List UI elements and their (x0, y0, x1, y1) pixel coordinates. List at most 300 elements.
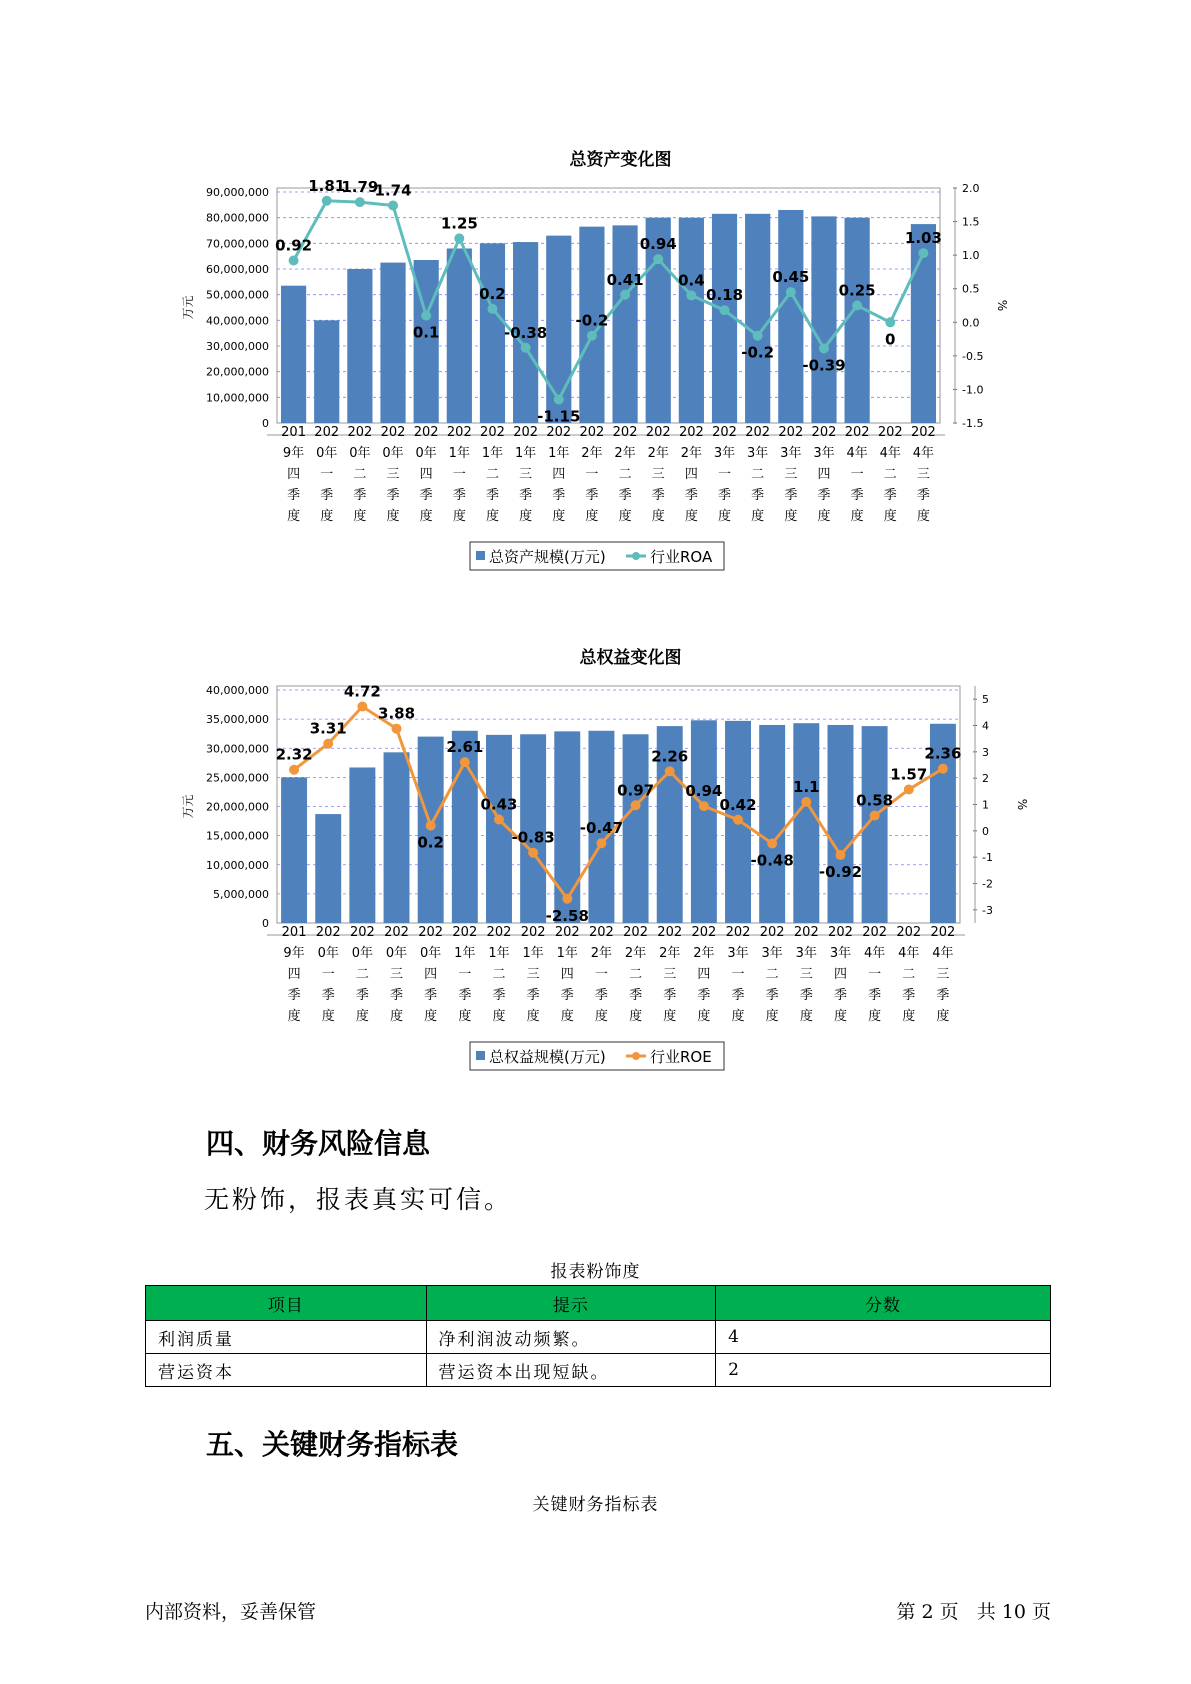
x-tick-label: 202 (911, 425, 936, 440)
x-tick-label: 202 (657, 925, 683, 940)
y-tick-label: 70,000,000 (206, 237, 269, 251)
data-label: 1.03 (904, 229, 942, 248)
x-tick-label: 度 (868, 1009, 882, 1024)
x-tick-label: 四 (697, 967, 711, 982)
x-tick-label: 0年 (349, 446, 371, 461)
y-tick-label: 90,000,000 (206, 186, 269, 199)
section4-heading: 四、财务风险信息 (206, 1127, 431, 1160)
x-tick-label: 二 (751, 467, 765, 482)
x-tick-label: 202 (930, 925, 956, 940)
total-equity-chart-svg (0, 638, 1191, 1088)
x-tick-label: 度 (560, 1009, 574, 1024)
x-tick-label: 202 (480, 425, 505, 440)
x-tick-label: 3年 (761, 946, 783, 961)
data-label: 2.32 (275, 745, 313, 764)
x-tick-label: 季 (618, 488, 632, 503)
data-label: -0.48 (750, 851, 794, 870)
x-tick-label: 0年 (420, 946, 442, 961)
y-axis-label: 万元 (181, 295, 195, 320)
y2-tick-label: -2 (982, 877, 993, 891)
x-tick-label: 季 (560, 988, 574, 1003)
total-equity-chart (0, 638, 1191, 1088)
x-tick-label: 2年 (659, 946, 681, 961)
x-tick-label: 度 (618, 509, 632, 524)
x-tick-label: 202 (745, 425, 771, 440)
y-tick-label: 0 (262, 417, 269, 430)
table-header-row (146, 1286, 1051, 1321)
x-tick-label: 202 (691, 925, 717, 940)
x-tick-label: 202 (896, 925, 922, 940)
plot-frame (277, 188, 940, 423)
x-tick-label: 度 (684, 509, 698, 524)
x-tick-label: 202 (645, 425, 671, 440)
chart-title: 总资产变化图 (569, 150, 672, 170)
data-point (918, 248, 928, 258)
x-tick-label: 3年 (795, 946, 817, 961)
x-tick-label: 度 (390, 1009, 404, 1024)
y2-tick-label: -1.0 (962, 383, 984, 397)
data-label: 0.94 (639, 235, 677, 254)
x-tick-label: 202 (513, 425, 539, 440)
x-tick-label: 1年 (448, 446, 470, 461)
x-tick-label: 季 (936, 988, 950, 1003)
x-tick-label: 四 (817, 467, 831, 482)
y2-tick-label: -1.5 (962, 417, 984, 430)
table-header-cell: 提示 (426, 1286, 716, 1321)
x-tick-label: 1年 (488, 946, 510, 961)
x-tick-label: 一 (458, 967, 472, 982)
x-tick-label: 度 (519, 509, 533, 524)
data-point (653, 254, 663, 264)
data-point (426, 821, 436, 831)
x-tick-label: 202 (314, 425, 340, 440)
data-point (620, 290, 630, 300)
data-label: 0 (885, 330, 896, 349)
y2-tick-label: 2.0 (962, 182, 980, 195)
x-tick-label: 季 (386, 488, 400, 503)
x-tick-label: 季 (594, 988, 608, 1003)
y-tick-label: 10,000,000 (206, 858, 269, 872)
x-tick-label: 一 (594, 967, 608, 982)
x-tick-label: 202 (446, 425, 472, 440)
x-tick-label: 4年 (863, 946, 886, 961)
total-assets-chart (0, 140, 1191, 590)
data-point (699, 801, 709, 811)
x-tick-label: 3年 (747, 446, 769, 461)
x-tick-label: 202 (811, 425, 837, 440)
x-tick-label: 4年 (912, 446, 935, 461)
x-tick-label: 四 (560, 967, 574, 982)
x-tick-label: 季 (684, 488, 698, 503)
x-tick-label: 202 (793, 925, 819, 940)
y2-tick-label: 4 (982, 719, 989, 733)
x-tick-label: 季 (850, 488, 864, 503)
bar (793, 723, 819, 923)
x-tick-label: 202 (778, 425, 804, 440)
x-tick-label: 二 (355, 967, 369, 982)
x-tick-label: 季 (651, 488, 665, 503)
x-tick-label: 四 (287, 967, 301, 982)
x-tick-label: 202 (452, 925, 478, 940)
y2-tick-label: 1 (982, 798, 989, 812)
x-tick-label: 202 (520, 925, 546, 940)
bar (349, 767, 375, 923)
bar (281, 286, 306, 423)
bar (281, 777, 307, 923)
x-tick-label: 0年 (316, 446, 338, 461)
x-tick-label: 度 (651, 509, 665, 524)
x-tick-label: 三 (519, 467, 533, 482)
data-point (322, 196, 332, 206)
data-label: 0.94 (685, 782, 723, 801)
data-point (554, 395, 564, 405)
x-tick-label: 2年 (590, 946, 613, 961)
data-label: 0.2 (479, 284, 506, 303)
x-tick-label: 度 (485, 509, 499, 524)
data-point (786, 287, 796, 297)
y-tick-label: 10,000,000 (206, 391, 269, 405)
data-label: 0.92 (275, 236, 313, 255)
x-tick-label: 度 (817, 509, 831, 524)
x-tick-label: 四 (684, 467, 698, 482)
x-tick-label: 二 (765, 967, 779, 982)
x-tick-label: 季 (663, 988, 677, 1003)
x-tick-label: 四 (419, 467, 433, 482)
x-tick-label: 4年 (932, 946, 954, 961)
x-tick-label: 4年 (898, 946, 920, 961)
x-tick-label: 202 (347, 425, 373, 440)
x-tick-label: 度 (287, 1009, 301, 1024)
x-tick-label: 度 (850, 509, 864, 524)
x-tick-label: 度 (833, 1009, 847, 1024)
data-point (904, 784, 914, 794)
x-tick-label: 季 (320, 488, 334, 503)
legend-bar-label: 总资产规模(万元) (489, 548, 606, 566)
y2-tick-label: 1.0 (962, 249, 980, 263)
x-tick-label: 2年 (624, 946, 647, 961)
bar (612, 225, 637, 423)
data-label: 3.88 (378, 704, 416, 723)
y2-tick-label: 5 (982, 693, 989, 707)
data-label: 2.36 (924, 744, 962, 763)
x-tick-label: 度 (458, 1009, 472, 1024)
total-assets-chart-svg (0, 140, 1191, 590)
data-label: -1.15 (537, 407, 581, 426)
x-tick-label: 四 (287, 467, 301, 482)
x-tick-label: 202 (678, 425, 704, 440)
risk-table-caption: 报表粉饰度 (550, 1262, 641, 1282)
y-tick-label: 20,000,000 (206, 800, 269, 814)
data-label: -0.83 (511, 828, 555, 847)
y-tick-label: 35,000,000 (206, 713, 269, 727)
x-tick-label: 三 (799, 967, 813, 982)
x-tick-label: 202 (418, 925, 444, 940)
x-tick-label: 202 (877, 425, 903, 440)
x-tick-label: 度 (452, 509, 466, 524)
bar (691, 720, 717, 923)
footer-confidential: 内部资料，妥善保管 (145, 1601, 317, 1623)
data-label: -0.2 (575, 311, 609, 330)
x-tick-label: 0年 (382, 446, 404, 461)
x-tick-label: 3年 (829, 946, 852, 961)
x-tick-label: 度 (751, 509, 765, 524)
bar (745, 214, 770, 423)
data-point (665, 766, 675, 776)
y2-tick-label: -3 (982, 903, 993, 917)
footer-page-number: 第 2 页 共 10 页 (896, 1601, 1051, 1623)
x-tick-label: 0年 (385, 946, 408, 961)
x-tick-label: 度 (594, 1009, 608, 1024)
data-point (323, 739, 333, 749)
x-tick-label: 季 (833, 988, 847, 1003)
data-label: 0.18 (706, 286, 744, 305)
bar (314, 320, 339, 423)
data-label: 0.45 (772, 268, 810, 287)
x-tick-label: 度 (663, 1009, 677, 1024)
data-label: 1.74 (374, 181, 412, 200)
x-tick-label: 度 (355, 1009, 369, 1024)
x-tick-label: 0年 (317, 946, 339, 961)
data-label: 4.72 (343, 682, 381, 701)
x-tick-label: 季 (552, 488, 566, 503)
x-tick-label: 度 (784, 509, 798, 524)
x-tick-label: 2年 (614, 446, 636, 461)
y2-tick-label: 3 (982, 745, 989, 759)
legend-line-marker (632, 552, 640, 560)
bar (623, 734, 649, 923)
x-tick-label: 201 (281, 425, 306, 440)
data-label: 1.1 (793, 777, 820, 796)
data-point (562, 894, 572, 904)
x-tick-label: 度 (718, 509, 732, 524)
y-tick-label: 60,000,000 (206, 263, 269, 276)
data-label: 3.31 (309, 719, 347, 738)
y-tick-label: 50,000,000 (206, 288, 269, 302)
data-label: -0.2 (741, 343, 775, 362)
data-label: 1.81 (308, 176, 346, 195)
x-tick-label: 季 (519, 488, 533, 503)
x-tick-label: 202 (546, 425, 572, 440)
x-tick-label: 度 (386, 509, 400, 524)
x-tick-label: 2年 (647, 446, 669, 461)
y2-tick-label: 1.5 (962, 215, 980, 229)
legend-bar-label: 总权益规模(万元) (489, 1048, 606, 1066)
x-tick-label: 一 (321, 967, 335, 982)
x-tick-label: 3年 (727, 946, 749, 961)
y-axis-label: 万元 (181, 794, 195, 819)
x-tick-label: 三 (651, 467, 665, 482)
x-tick-label: 一 (452, 467, 466, 482)
x-tick-label: 季 (321, 988, 335, 1003)
x-tick-label: 二 (629, 967, 643, 982)
x-tick-label: 度 (697, 1009, 711, 1024)
table-header-cell: 分数 (716, 1286, 1051, 1321)
data-point (631, 800, 641, 810)
x-tick-label: 季 (452, 488, 466, 503)
x-tick-label: 度 (936, 1009, 950, 1024)
x-tick-label: 季 (629, 988, 643, 1003)
x-tick-label: 9年 (282, 446, 305, 461)
table-header-cell: 项目 (146, 1286, 427, 1321)
data-point (938, 764, 948, 774)
data-point (835, 850, 845, 860)
x-tick-label: 202 (725, 925, 751, 940)
y-tick-label: 40,000,000 (206, 314, 269, 328)
x-tick-label: 4年 (879, 446, 901, 461)
y-tick-label: 80,000,000 (206, 211, 269, 225)
x-tick-label: 二 (485, 467, 499, 482)
x-tick-label: 一 (585, 467, 599, 482)
x-tick-label: 度 (492, 1009, 506, 1024)
x-tick-label: 202 (554, 925, 580, 940)
x-tick-label: 度 (765, 1009, 779, 1024)
table-row (146, 1321, 1051, 1354)
x-tick-label: 1年 (548, 446, 570, 461)
x-tick-label: 季 (751, 488, 765, 503)
bar (447, 248, 472, 423)
x-tick-label: 三 (916, 467, 930, 482)
x-tick-label: 度 (526, 1009, 540, 1024)
bar (845, 218, 870, 423)
x-tick-label: 度 (287, 509, 301, 524)
x-tick-label: 202 (349, 925, 375, 940)
data-point (819, 343, 829, 353)
x-tick-label: 季 (817, 488, 831, 503)
x-tick-label: 度 (883, 509, 897, 524)
x-tick-label: 度 (731, 1009, 745, 1024)
x-tick-label: 一 (718, 467, 732, 482)
data-point (801, 797, 811, 807)
bar (384, 752, 410, 923)
y-tick-label: 5,000,000 (213, 887, 269, 901)
x-tick-label: 0年 (415, 446, 437, 461)
x-tick-label: 三 (663, 967, 677, 982)
bar (347, 269, 372, 423)
y-tick-label: 25,000,000 (206, 771, 269, 785)
x-tick-label: 202 (380, 425, 406, 440)
x-tick-label: 季 (287, 488, 301, 503)
data-point (885, 317, 895, 327)
y2-tick-label: 0.5 (962, 282, 980, 296)
x-tick-label: 201 (281, 925, 307, 940)
x-tick-label: 度 (799, 1009, 813, 1024)
y-tick-label: 20,000,000 (206, 365, 269, 379)
x-tick-label: 度 (629, 1009, 643, 1024)
y2-tick-label: 0.0 (962, 316, 980, 330)
x-tick-label: 2年 (581, 446, 603, 461)
x-tick-label: 季 (419, 488, 433, 503)
x-tick-label: 季 (883, 488, 897, 503)
x-tick-label: 202 (712, 425, 737, 440)
data-label: 0.41 (606, 270, 644, 289)
x-tick-label: 度 (320, 509, 334, 524)
x-tick-label: 三 (526, 967, 540, 982)
table-cell: 营运资本 (146, 1354, 427, 1387)
data-label: 0.42 (719, 795, 757, 814)
x-tick-label: 一 (868, 967, 882, 982)
legend-bar-swatch (476, 1051, 485, 1060)
bar (759, 725, 785, 923)
x-tick-label: 度 (585, 509, 599, 524)
x-tick-label: 202 (589, 925, 614, 940)
x-tick-label: 一 (850, 467, 864, 482)
data-label: -0.47 (579, 819, 624, 838)
y2-axis-label: % (995, 299, 1009, 312)
table-cell: 营运资本出现短缺。 (426, 1354, 716, 1387)
data-label: -2.58 (545, 906, 589, 925)
risk-table (145, 1285, 1051, 1387)
x-tick-label: 季 (390, 988, 404, 1003)
data-point (870, 811, 880, 821)
x-tick-label: 一 (731, 967, 745, 982)
x-tick-label: 季 (526, 988, 540, 1003)
data-point (421, 311, 431, 321)
data-point (289, 256, 299, 266)
x-tick-label: 二 (883, 467, 897, 482)
y-tick-label: 15,000,000 (206, 829, 269, 843)
x-tick-label: 度 (902, 1009, 916, 1024)
data-label: -0.92 (818, 863, 863, 882)
y-tick-label: 40,000,000 (206, 684, 269, 697)
bar (315, 814, 341, 923)
x-tick-label: 季 (424, 988, 438, 1003)
data-point (587, 331, 597, 341)
x-tick-label: 三 (390, 967, 404, 982)
legend-bar-swatch (476, 551, 485, 560)
x-tick-label: 1年 (556, 946, 578, 961)
x-tick-label: 季 (492, 988, 506, 1003)
data-label: 0.25 (838, 281, 876, 300)
data-label: 0.43 (480, 795, 518, 814)
x-tick-label: 202 (612, 425, 638, 440)
data-point (388, 200, 398, 210)
legend-line-label: 行业ROA (650, 548, 713, 566)
bar (480, 243, 505, 423)
x-tick-label: 3年 (780, 446, 802, 461)
data-label: 0.1 (412, 323, 440, 342)
x-tick-label: 季 (353, 488, 367, 503)
x-tick-label: 202 (486, 925, 512, 940)
data-label: 1.57 (890, 765, 928, 784)
x-tick-label: 四 (424, 967, 438, 982)
x-tick-label: 1年 (522, 946, 544, 961)
table-row (146, 1354, 1051, 1387)
x-tick-label: 季 (355, 988, 369, 1003)
x-tick-label: 2年 (693, 946, 715, 961)
y-tick-label: 30,000,000 (206, 742, 269, 756)
x-tick-label: 季 (765, 988, 779, 1003)
x-tick-label: 季 (916, 488, 930, 503)
data-label: -0.39 (802, 356, 846, 375)
y-tick-label: 0 (262, 917, 269, 930)
data-point (767, 838, 777, 848)
x-tick-label: 三 (386, 467, 400, 482)
data-label: 0.2 (417, 833, 444, 852)
data-point (852, 301, 862, 311)
x-tick-label: 度 (916, 509, 930, 524)
x-tick-label: 202 (315, 925, 341, 940)
data-point (494, 815, 504, 825)
table-cell: 净利润波动频繁。 (426, 1321, 716, 1354)
data-point (487, 304, 497, 314)
x-tick-label: 季 (585, 488, 599, 503)
x-tick-label: 0年 (351, 946, 374, 961)
x-tick-label: 202 (384, 925, 409, 940)
x-tick-label: 度 (321, 1009, 335, 1024)
x-tick-label: 1年 (481, 446, 504, 461)
legend-line-marker (632, 1052, 640, 1060)
x-tick-label: 季 (485, 488, 499, 503)
